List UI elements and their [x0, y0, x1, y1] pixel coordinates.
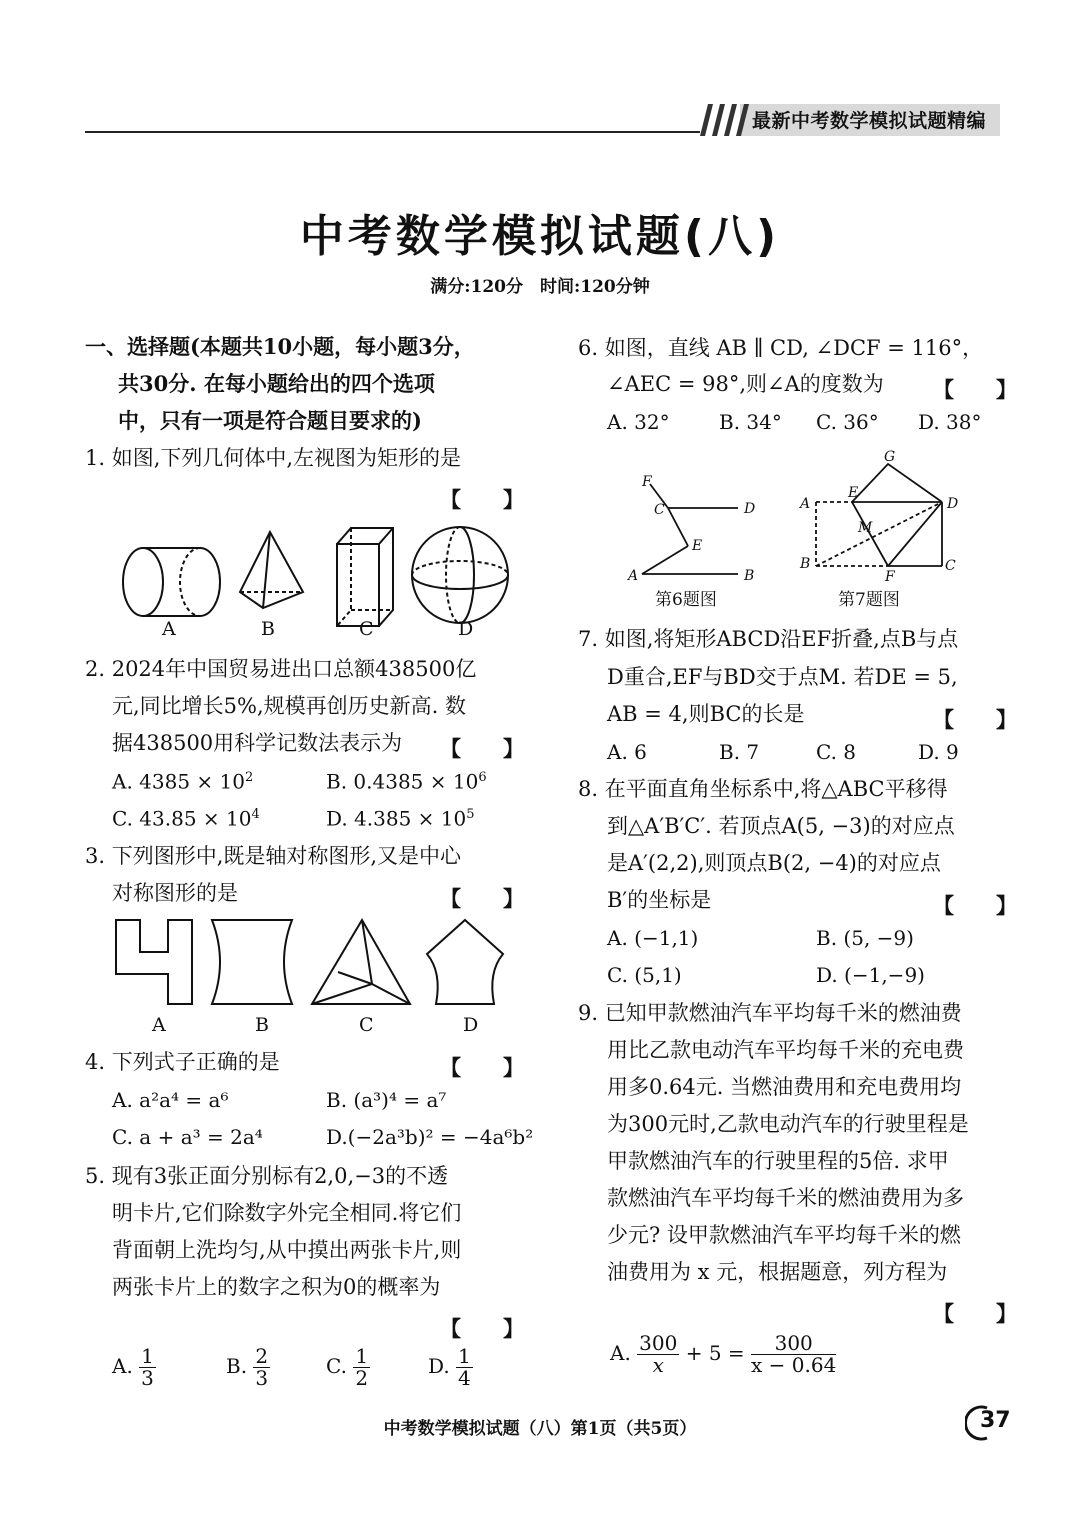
q7-option-a: A. 6	[607, 740, 647, 764]
q1-label-c: C	[359, 618, 374, 640]
label-a: A	[800, 496, 811, 512]
numerator: 1	[458, 1344, 471, 1368]
q1-text: 1. 如图,下列几何体中,左视图为矩形的是	[85, 446, 462, 470]
q3-line1: 3. 下列图形中,既是轴对称图形,又是中心	[85, 844, 462, 868]
label-d: D	[947, 496, 959, 512]
q7-figure	[792, 448, 967, 588]
q9-line7: 少元? 设甲款燃油汽车平均每千米的燃	[607, 1223, 961, 1247]
q5-line2: 明卡片,它们除数字外完全相同.将它们	[112, 1201, 462, 1225]
q5-option-c-fraction	[353, 1346, 370, 1389]
numerator: 300	[751, 1333, 836, 1355]
page-number: 37	[980, 1408, 1011, 1433]
q6-line1: 6. 如图，直线 AB ∥ CD, ∠DCF = 116°，	[578, 336, 984, 360]
q6-figure	[620, 468, 770, 588]
denominator: 3	[255, 1366, 269, 1390]
denominator: 2	[355, 1366, 369, 1390]
q5-answer-bracket: 【 】	[440, 1316, 524, 1341]
q4-option-b: B. (a³)⁴ = a⁷	[326, 1088, 447, 1112]
q9-line6: 款燃油汽车平均每千米的燃油费用为多	[607, 1186, 964, 1210]
pyramid-outline	[240, 532, 303, 608]
q3-shapes-figure	[110, 912, 515, 1012]
q9-option-a-mid: + 5 =	[685, 1341, 745, 1365]
q5-line1: 5. 现有3张正面分别标有2,0,−3的不透	[85, 1164, 449, 1188]
q9-line8: 油费用为 x 元，根据题意，列方程为	[607, 1260, 948, 1284]
q3-label-a: A	[152, 1014, 166, 1036]
q3-label-c: C	[359, 1014, 374, 1036]
numerator: 2	[255, 1344, 269, 1368]
q5-option-b-label: B.	[226, 1354, 248, 1378]
q4-text: 4. 下列式子正确的是	[85, 1050, 280, 1074]
q2-option-c	[112, 808, 260, 829]
q9-option-a	[610, 1333, 836, 1376]
label-m: M	[858, 520, 873, 536]
label-a: A	[628, 568, 639, 584]
denominator: 4	[458, 1366, 471, 1390]
q2-option-c-exp: 4	[251, 807, 260, 822]
q2-option-d	[326, 808, 475, 829]
q2-option-a-base: A. 4385 × 10	[112, 769, 245, 794]
page-footer: 中考数学模拟试题（八）第1页（共5页）	[383, 1419, 697, 1439]
q4-option-a: A. a²a⁴ = a⁶	[112, 1088, 229, 1112]
label-g: G	[884, 449, 896, 465]
label-c: C	[945, 558, 956, 574]
section-heading-line3: 中，只有一项是符合题目要求的)	[118, 408, 422, 433]
q2-option-c-base: C. 43.85 × 10	[112, 806, 252, 831]
q7-answer-bracket: 【 】	[933, 707, 1017, 732]
q9-line3: 用多0.64元. 当燃油费用和充电费用均	[607, 1075, 962, 1099]
q2-option-b-exp: 6	[478, 770, 487, 785]
label-d: D	[744, 501, 756, 517]
q1-label-b: B	[261, 618, 275, 640]
q1-label-a: A	[162, 618, 176, 640]
q7-line1: 7. 如图,将矩形ABCD沿EF折叠,点B与点	[578, 627, 959, 651]
q6-caption: 第6题图	[655, 590, 717, 610]
q7-option-d: D. 9	[918, 740, 959, 764]
q8-line3: 是A′(2,2),则顶点B(2, −4)的对应点	[607, 851, 941, 875]
q8-option-c: C. (5,1)	[607, 963, 682, 987]
label-f: F	[885, 569, 895, 585]
label-e: E	[692, 538, 703, 554]
q7-caption: 第7题图	[838, 590, 900, 610]
label-f: F	[642, 474, 652, 490]
q2-option-a	[112, 771, 253, 792]
denominator: 3	[141, 1366, 154, 1390]
q2-option-d-base: D. 4.385 × 10	[326, 806, 467, 831]
q3-label-b: B	[255, 1014, 269, 1036]
q4-option-d: D.(−2a³b)² = −4a⁶b²	[326, 1125, 534, 1149]
q4-option-c: C. a + a³ = 2a⁴	[112, 1125, 263, 1149]
q9-line2: 用比乙款电动汽车平均每千米的充电费	[607, 1038, 964, 1062]
q9-option-a-label: A.	[610, 1341, 631, 1365]
label-e: E	[848, 485, 859, 501]
q8-option-a: A. (−1,1)	[607, 926, 699, 950]
q2-answer-bracket: 【 】	[440, 736, 524, 761]
denominator: x	[652, 1353, 664, 1377]
numerator: 1	[355, 1344, 369, 1368]
numerator: 300	[639, 1331, 678, 1355]
q2-line2: 元,同比增长5%,规模再创历史新高. 数	[112, 694, 467, 718]
q6-line2: ∠AEC = 98°,则∠A的度数为	[607, 372, 884, 396]
q5-option-a-label: A.	[112, 1354, 133, 1378]
section-heading-line1: 一、选择题(本题共10小题，每小题3分，	[85, 334, 475, 359]
q7-line3: AB = 4,则BC的长是	[607, 702, 805, 726]
label-b: B	[800, 556, 811, 572]
page-title: 中考数学模拟试题(八)	[299, 211, 781, 262]
sphere-outline	[412, 527, 508, 623]
q9-option-a-frac1	[637, 1333, 679, 1376]
shape-c	[312, 920, 410, 1004]
q6-option-c: C. 36°	[816, 410, 879, 434]
q7-line2: D重合,EF与BD交于点M. 若DE = 5,	[607, 665, 958, 689]
q7-option-c: C. 8	[816, 740, 857, 764]
shape-a	[116, 920, 192, 1004]
q9-line4: 为300元时,乙款电动汽车的行驶里程是	[607, 1112, 969, 1136]
q9-line5: 甲款燃油汽车的行驶里程的5倍. 求甲	[607, 1149, 949, 1173]
header-rule	[85, 131, 700, 133]
q6-option-d: D. 38°	[918, 410, 982, 434]
label-b: B	[744, 568, 755, 584]
q1-label-d: D	[458, 618, 474, 640]
q8-option-b: B. (5, −9)	[816, 926, 914, 950]
cylinder-left-face	[123, 548, 163, 616]
q5-option-c-label: C.	[326, 1354, 347, 1378]
q4-answer-bracket: 【 】	[440, 1055, 524, 1080]
q6-option-b: B. 34°	[719, 410, 782, 434]
q5-option-d-label: D.	[428, 1354, 450, 1378]
exam-info: 满分:120分 时间:120分钟	[430, 277, 650, 297]
q3-label-d: D	[463, 1014, 479, 1036]
q2-option-b	[326, 771, 487, 792]
prism-front	[337, 544, 379, 626]
q8-line2: 到△A′B′C′. 若顶点A(5, −3)的对应点	[607, 814, 955, 838]
q2-option-d-exp: 5	[466, 807, 475, 822]
q5-option-c	[326, 1346, 370, 1389]
q8-line1: 8. 在平面直角坐标系中,将△ABC平移得	[578, 777, 948, 801]
q7-option-b: B. 7	[719, 740, 760, 764]
q5-line4: 两张卡片上的数字之积为0的概率为	[112, 1275, 441, 1299]
q5-option-b-fraction	[253, 1346, 270, 1389]
numerator: 1	[141, 1344, 154, 1368]
q8-option-d: D. (−1,−9)	[816, 963, 925, 987]
shape-b	[212, 920, 292, 1004]
q8-answer-bracket: 【 】	[933, 893, 1017, 918]
shape-d	[427, 920, 503, 1004]
section-heading-line2: 共30分. 在每小题给出的四个选项	[118, 371, 435, 396]
q8-line4: B′的坐标是	[607, 888, 712, 912]
denominator: x − 0.64	[751, 1353, 837, 1377]
q5-option-d-fraction	[456, 1346, 473, 1389]
q9-line1: 9. 已知甲款燃油汽车平均每千米的燃油费	[578, 1001, 962, 1025]
q6-answer-bracket: 【 】	[933, 377, 1017, 402]
label-c: C	[654, 502, 665, 518]
q5-option-a	[112, 1346, 156, 1389]
q5-option-d	[428, 1346, 473, 1389]
q2-line3: 据438500用科学记数法表示为	[112, 731, 403, 755]
q5-line3: 背面朝上洗均匀,从中摸出两张卡片,则	[112, 1238, 462, 1262]
q2-option-b-base: B. 0.4385 × 10	[326, 769, 479, 794]
q1-answer-bracket: 【 】	[440, 487, 524, 512]
q5-option-b	[226, 1346, 270, 1389]
series-title: 最新中考数学模拟试题精编	[752, 110, 987, 132]
q6-option-a: A. 32°	[607, 410, 670, 434]
q9-answer-bracket: 【 】	[933, 1301, 1017, 1326]
q2-option-a-exp: 2	[244, 770, 254, 785]
q3-answer-bracket: 【 】	[440, 886, 524, 911]
q5-option-a-fraction	[139, 1346, 156, 1389]
q2-line1: 2. 2024年中国贸易进出口总额438500亿	[85, 657, 477, 681]
q9-option-a-frac2	[751, 1333, 836, 1376]
q3-line2: 对称图形的是	[112, 881, 238, 905]
